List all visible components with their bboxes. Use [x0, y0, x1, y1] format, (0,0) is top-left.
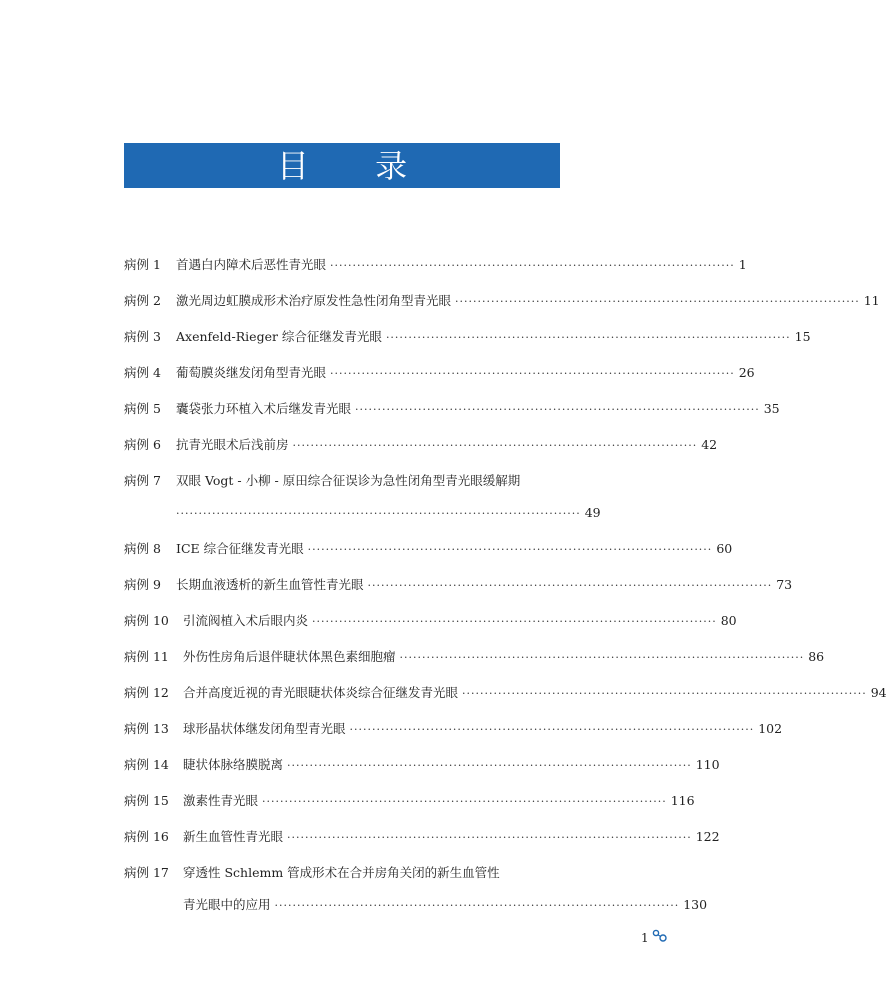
toc-entry[interactable]	[124, 539, 733, 559]
case-title: 葡萄膜炎继发闭角型青光眼	[176, 365, 327, 380]
ornament-icon	[652, 929, 668, 946]
toc-entry[interactable]	[124, 399, 780, 419]
toc-entry-continuation[interactable]	[124, 503, 601, 523]
page-title: 目 录	[276, 146, 436, 185]
page-number: 26	[738, 365, 755, 380]
toc-entry[interactable]	[124, 683, 887, 703]
leader-dots: ··························································································	[455, 295, 860, 308]
page-number: 1	[738, 257, 747, 272]
toc-entry[interactable]	[124, 791, 695, 811]
case-title: 球形晶状体继发闭角型青光眼	[183, 721, 346, 736]
case-title: 合并高度近视的青光眼睫状体炎综合征继发青光眼	[183, 685, 459, 700]
page-number: 35	[763, 401, 780, 416]
case-title-continued: 青光眼中的应用	[183, 897, 271, 912]
case-number: 病例 2	[124, 293, 161, 308]
toc-entry[interactable]	[124, 291, 880, 311]
case-number: 病例 5	[124, 401, 161, 416]
case-number: 病例 13	[124, 721, 169, 736]
case-title: 首遇白内障术后恶性青光眼	[176, 257, 327, 272]
toc-entry[interactable]	[124, 863, 560, 883]
case-number: 病例 3	[124, 329, 161, 344]
case-number: 病例 10	[124, 613, 169, 628]
toc-entry[interactable]	[124, 255, 747, 275]
leader-dots: ··························································································	[274, 899, 680, 912]
page-number: 102	[758, 721, 783, 736]
leader-dots: ··························································································	[312, 615, 717, 628]
page-number: 42	[701, 437, 718, 452]
case-number: 病例 8	[124, 541, 161, 556]
leader-dots: ··························································································	[399, 651, 805, 664]
case-title: 引流阀植入术后眼内炎	[183, 613, 309, 628]
leader-dots: ··························································································	[349, 723, 755, 736]
toc-entry[interactable]	[124, 471, 560, 491]
case-title: ICE 综合征继发青光眼	[176, 541, 304, 556]
case-title: 抗青光眼术后浅前房	[176, 437, 289, 452]
case-number: 病例 4	[124, 365, 161, 380]
leader-dots: ··························································································	[292, 439, 698, 452]
toc-entry[interactable]	[124, 719, 783, 739]
toc-entry-continuation[interactable]	[124, 895, 708, 915]
leader-dots: ··························································································	[287, 831, 692, 844]
case-title: 激素性青光眼	[183, 793, 259, 808]
case-title: 睫状体脉络膜脱离	[183, 757, 284, 772]
leader-dots: ··························································································	[262, 795, 667, 808]
table-of-contents	[124, 255, 887, 931]
leader-dots: ··························································································	[355, 403, 760, 416]
toc-entry[interactable]	[124, 611, 737, 631]
page-number: 60	[716, 541, 733, 556]
leader-dots: ··························································································	[367, 579, 773, 592]
toc-banner	[124, 143, 560, 188]
case-title: 囊袋张力环植入术后继发青光眼	[176, 401, 352, 416]
leader-dots: ··························································································	[462, 687, 867, 700]
toc-entry[interactable]	[124, 755, 720, 775]
leader-dots: ··························································································	[330, 259, 735, 272]
case-title: 激光周边虹膜成形术治疗原发性急性闭角型青光眼	[176, 293, 452, 308]
page-number: 130	[683, 897, 708, 912]
case-title: 长期血液透析的新生血管性青光眼	[176, 577, 364, 592]
case-number: 病例 9	[124, 577, 161, 592]
page-number: 80	[720, 613, 737, 628]
case-title: 穿透性 Schlemm 管成形术在合并房角关闭的新生血管性	[183, 865, 500, 880]
page-number: 86	[808, 649, 825, 664]
toc-entry[interactable]	[124, 575, 793, 595]
page-number: 73	[776, 577, 793, 592]
page-footer	[641, 929, 668, 946]
case-title: 外伤性房角后退伴睫状体黑色素细胞瘤	[183, 649, 396, 664]
page-number: 110	[695, 757, 720, 772]
page-number: 49	[584, 505, 601, 520]
case-number: 病例 6	[124, 437, 161, 452]
case-number: 病例 14	[124, 757, 169, 772]
toc-entry[interactable]	[124, 363, 755, 383]
toc-entry[interactable]	[124, 647, 825, 667]
case-number: 病例 11	[124, 649, 169, 664]
leader-dots: ··························································································	[385, 331, 791, 344]
case-title: 双眼 Vogt - 小柳 - 原田综合征误诊为急性闭角型青光眼缓解期	[176, 473, 521, 488]
case-number: 病例 1	[124, 257, 161, 272]
folio-number: 1	[641, 930, 649, 945]
leader-dots: ··························································································	[176, 507, 581, 520]
case-title: 新生血管性青光眼	[183, 829, 284, 844]
page-number: 94	[870, 685, 887, 700]
toc-entry[interactable]	[124, 435, 718, 455]
leader-dots: ··························································································	[287, 759, 692, 772]
case-number: 病例 15	[124, 793, 169, 808]
toc-entry[interactable]	[124, 827, 720, 847]
leader-dots: ··························································································	[330, 367, 735, 380]
page-number: 15	[794, 329, 811, 344]
case-number: 病例 16	[124, 829, 169, 844]
leader-dots: ··························································································	[307, 543, 713, 556]
toc-entry[interactable]	[124, 327, 811, 347]
case-number: 病例 17	[124, 865, 169, 880]
case-number: 病例 7	[124, 473, 161, 488]
case-number: 病例 12	[124, 685, 169, 700]
page-number: 11	[863, 293, 880, 308]
page-number: 122	[695, 829, 720, 844]
page-number: 116	[670, 793, 695, 808]
case-title: Axenfeld-Rieger 综合征继发青光眼	[176, 329, 382, 344]
